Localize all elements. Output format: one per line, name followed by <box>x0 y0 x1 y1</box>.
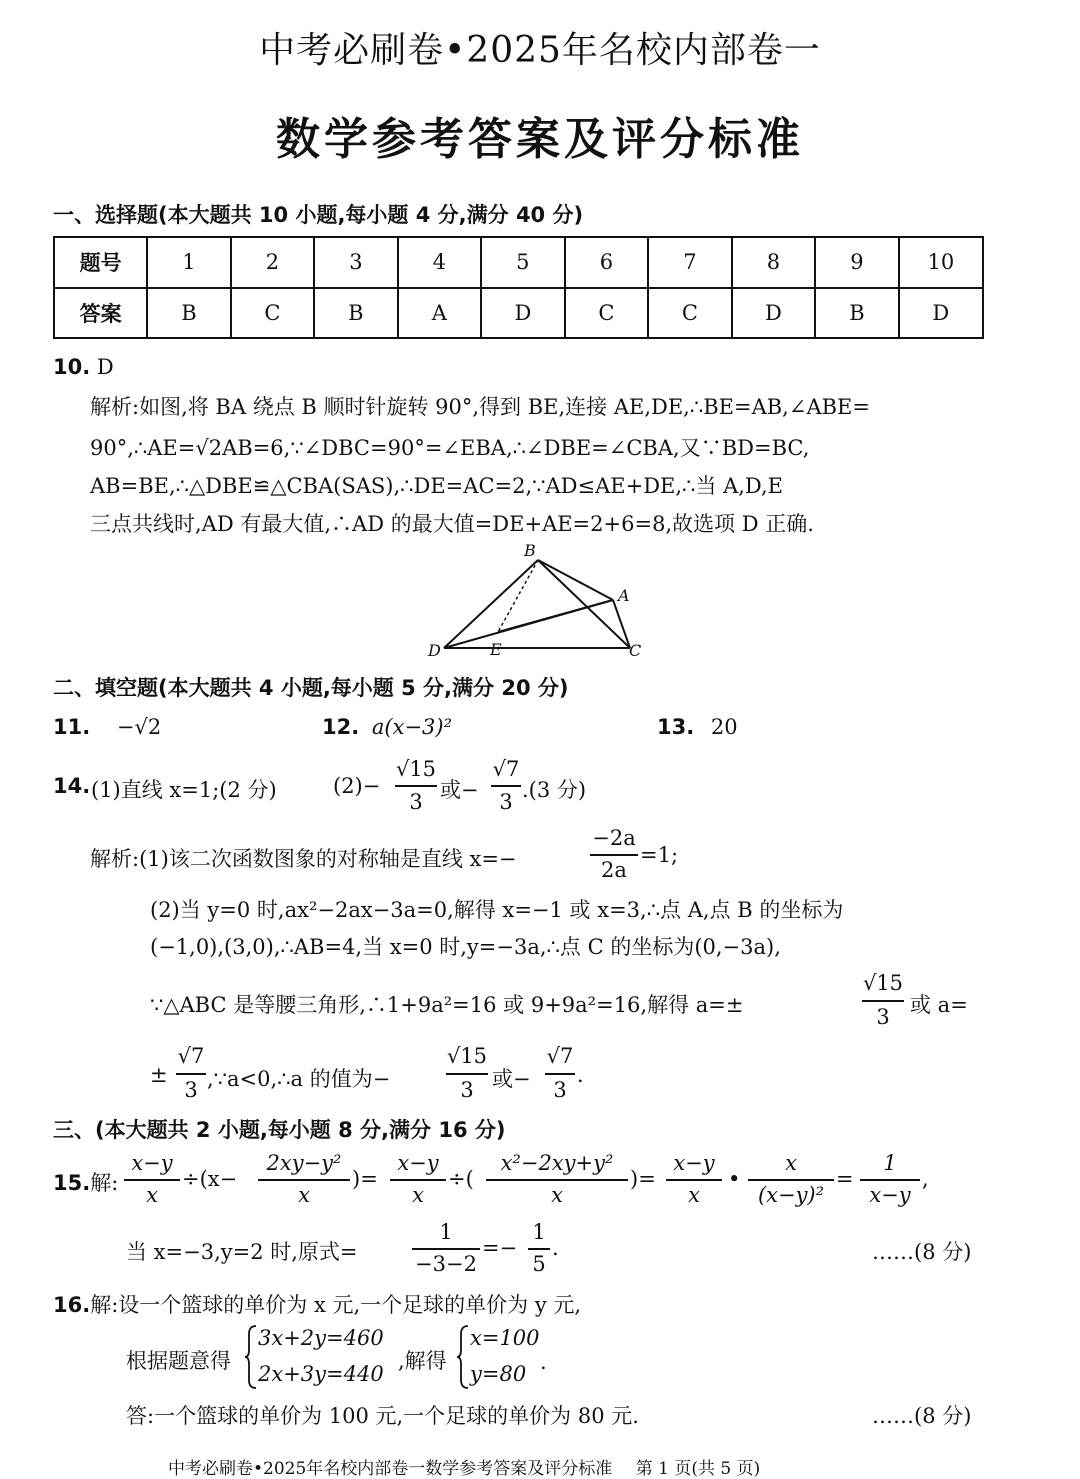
section2-heading: 二、填空题(本大题共 4 小题,每小题 5 分,满分 20 分) <box>53 676 569 700</box>
q16-sys2-b: y=80 <box>470 1362 527 1386</box>
q14-part2-suffix: .(3 分) <box>522 778 587 802</box>
q15-end1: , <box>922 1167 929 1191</box>
page-number: 第 1 页(共 5 页) <box>635 1459 761 1479</box>
table-cell: 7 <box>648 237 732 288</box>
q10-solution-line: 解析:如图,将 BA 绕点 B 顺时针旋转 90°,得到 BE,连接 AE,DE,∴BE=AB,∠ABE= <box>90 395 870 419</box>
footer-title: 中考必刷卷•2025年名校内部卷一数学参考答案及评分标准 <box>168 1459 613 1479</box>
q11 <box>53 715 161 739</box>
q16-line3: 答:一个篮球的单价为 100 元,一个足球的单价为 80 元. <box>126 1404 639 1428</box>
q16-line2-mid: ,解得 <box>398 1349 447 1373</box>
q11-answer: −√2 <box>116 715 162 739</box>
table-cell: 6 <box>565 237 649 288</box>
q15-div1: ÷(x− <box>182 1167 238 1191</box>
q14-frac2-den: 3 <box>499 790 513 814</box>
section3-heading: 三、(本大题共 2 小题,每小题 8 分,满分 16 分) <box>53 1118 506 1142</box>
q12 <box>322 715 452 739</box>
q14-frac2-num: √7 <box>492 757 520 781</box>
q15-score: ……(8 分) <box>872 1240 972 1264</box>
fraction-bar <box>860 1179 920 1181</box>
q15-eq3: = <box>836 1167 854 1191</box>
q14-l5-or: 或− <box>492 1067 531 1091</box>
q14-part2-mid: 或− <box>440 778 479 802</box>
label-a: A <box>618 586 630 605</box>
q15-f7-den: x−y <box>869 1183 911 1207</box>
fraction-bar <box>590 854 638 856</box>
q16-header <box>53 1289 581 1319</box>
q15-f1-num: x−y <box>131 1151 173 1175</box>
page-title: 数学参考答案及评分标准 <box>276 114 804 165</box>
table-cell: 3 <box>314 237 397 288</box>
q14-l5-f3-den: 3 <box>553 1078 567 1102</box>
label-d: D <box>428 641 441 660</box>
q14-l4-den: 3 <box>876 1005 890 1029</box>
q15-f8-num: 1 <box>439 1220 453 1244</box>
table-cell: 8 <box>732 237 816 288</box>
q16-sys1-a: 3x+2y=460 <box>258 1326 384 1350</box>
q15-f1-den: x <box>146 1183 158 1207</box>
table-cell: B <box>314 288 397 339</box>
table-cell: 4 <box>398 237 481 288</box>
q15-f5-num: x−y <box>673 1151 715 1175</box>
q13-answer: 20 <box>710 715 738 739</box>
q14-solution-line: (−1,0),(3,0),∴AB=4,当 x=0 时,y=−3a,∴点 C 的坐标为(0,−3a), <box>150 935 781 959</box>
table-cell: D <box>732 288 816 339</box>
section1-heading: 一、选择题(本大题共 10 小题,每小题 4 分,满分 40 分) <box>53 203 584 227</box>
q14-number <box>53 774 90 798</box>
fraction-bar <box>486 1179 628 1181</box>
fraction-bar <box>446 1073 488 1075</box>
fraction-bar <box>395 785 437 787</box>
fraction-bar <box>528 1248 550 1250</box>
q14-frac1-den: 3 <box>409 790 423 814</box>
q10-header <box>53 355 114 379</box>
q10-solution-line: AB=BE,∴△DBE≌△CBA(SAS),∴DE=AC=2,∵AD≤AE+DE,∴当 A,D,E <box>90 474 783 498</box>
q15-f9-den: 5 <box>532 1252 546 1276</box>
q15-eq1: )= <box>352 1167 378 1191</box>
table-cell: C <box>648 288 732 339</box>
q14-part1: (1)直线 x=1;(2 分) <box>91 778 277 802</box>
q13 <box>657 715 738 739</box>
q14-l4-num: √15 <box>862 971 904 995</box>
q15-jie: 解: <box>90 1171 119 1195</box>
table-cell: A <box>398 288 481 339</box>
q14-solution-line: (2)当 y=0 时,ax²−2ax−3a=0,解得 x=−1 或 x=3,∴点 A,点 B 的坐标为 <box>150 898 844 922</box>
q14-l5-pm: ± <box>150 1063 168 1087</box>
label-e: E <box>490 640 502 659</box>
table-cell: D <box>481 288 565 339</box>
q13-number: 13. <box>657 715 695 739</box>
q15-eq4: =− <box>482 1236 518 1260</box>
q16-score: ……(8 分) <box>872 1404 972 1428</box>
left-brace-icon <box>456 1324 470 1390</box>
table-header-answer: 答案 <box>54 288 147 339</box>
q16-line1: 解:设一个篮球的单价为 x 元,一个足球的单价为 y 元, <box>90 1293 582 1317</box>
q16-sys1-b: 2x+3y=440 <box>258 1362 384 1386</box>
q12-answer: a(x−3)² <box>371 715 453 739</box>
q14-sol-den: 2a <box>601 858 627 882</box>
fraction-bar <box>124 1179 180 1181</box>
left-brace-icon <box>244 1324 258 1390</box>
table-cell: 2 <box>231 237 315 288</box>
fraction-bar <box>176 1073 206 1075</box>
q15-eq2: )= <box>630 1167 656 1191</box>
table-cell: D <box>899 288 983 339</box>
q11-number: 11. <box>53 715 91 739</box>
q15-header <box>53 1167 118 1197</box>
table-cell: B <box>147 288 230 339</box>
answer-table <box>53 236 984 339</box>
q15-f6-den: (x−y)² <box>757 1183 825 1207</box>
table-cell: B <box>815 288 898 339</box>
segment-be-dashed <box>498 560 538 632</box>
table-row <box>54 288 983 339</box>
label-b: B <box>524 541 536 560</box>
q15-line2: 当 x=−3,y=2 时,原式= <box>126 1240 358 1264</box>
q14-solution-line4: ∵△ABC 是等腰三角形,∴1+9a²=16 或 9+9a²=16,解得 a=± <box>150 993 744 1017</box>
q14-solution-prefix: 解析:(1)该二次函数图象的对称轴是直线 x=− <box>90 847 517 871</box>
q14-l5-end: . <box>577 1063 584 1087</box>
q14-solution-suffix: =1; <box>640 843 679 867</box>
table-cell: 9 <box>815 237 898 288</box>
q16-line2-end: . <box>540 1350 547 1374</box>
q10-number: 10. <box>53 355 91 379</box>
q15-f6-num: x <box>785 1151 797 1175</box>
q14-l5-f1-num: √7 <box>177 1044 205 1068</box>
segment-bc <box>538 560 630 648</box>
q16-line2-prefix: 根据题意得 <box>126 1349 231 1373</box>
fraction-bar <box>491 785 521 787</box>
q14-l5-f3-num: √7 <box>546 1044 574 1068</box>
table-cell: 10 <box>899 237 983 288</box>
table-cell: C <box>565 288 649 339</box>
q15-f2-num: 2xy−y² <box>266 1151 342 1175</box>
q15-end2: . <box>552 1236 559 1260</box>
q12-number: 12. <box>322 715 360 739</box>
table-cell: C <box>231 288 315 339</box>
q14-solution-line4-suffix: 或 a= <box>910 993 968 1017</box>
q15-f3-num: x−y <box>397 1151 439 1175</box>
q14-number-text: 14. <box>53 774 91 798</box>
q15-number: 15. <box>53 1171 91 1195</box>
q14-l5-f2-den: 3 <box>460 1078 474 1102</box>
q15-f3-den: x <box>412 1183 424 1207</box>
q10-solution-line: 三点共线时,AD 有最大值,∴AD 的最大值=DE+AE=2+6=8,故选项 D 正确. <box>90 512 814 536</box>
q14-frac1-num: √15 <box>395 757 437 781</box>
series-title: 中考必刷卷•2025年名校内部卷一 <box>259 30 821 71</box>
q10-solution-line: 90°,∴AE=√2AB=6,∵∠DBC=90°=∠EBA,∴∠DBE=∠CBA,又∵BD=BC, <box>90 436 810 460</box>
q14-l5-f1-den: 3 <box>184 1078 198 1102</box>
q16-sys2-a: x=100 <box>470 1326 540 1350</box>
q10-answer: D <box>96 355 114 379</box>
footer <box>168 1454 760 1479</box>
fraction-bar <box>258 1179 350 1181</box>
q15-f4-den: x <box>551 1183 563 1207</box>
geometry-figure <box>420 538 650 663</box>
q14-l5-mid: ,∵a<0,∴a 的值为− <box>207 1067 391 1091</box>
table-cell: 5 <box>481 237 565 288</box>
table-cell: 1 <box>147 237 230 288</box>
segment-ba <box>538 560 613 600</box>
q15-f8-den: −3−2 <box>415 1252 477 1276</box>
q15-dot: • <box>728 1167 741 1191</box>
fraction-bar <box>545 1073 575 1075</box>
fraction-bar <box>390 1179 446 1181</box>
q15-f5-den: x <box>688 1183 700 1207</box>
q15-f4-num: x²−2xy+y² <box>500 1151 614 1175</box>
q15-f7-num: 1 <box>883 1151 897 1175</box>
q16-number: 16. <box>53 1293 91 1317</box>
q15-f9-num: 1 <box>532 1220 546 1244</box>
fraction-bar <box>748 1179 834 1181</box>
table-row <box>54 237 983 288</box>
table-header-question: 题号 <box>54 237 147 288</box>
q14-sol-num: −2a <box>592 826 636 850</box>
q14-l5-f2-num: √15 <box>446 1044 488 1068</box>
label-c: C <box>629 641 642 660</box>
fraction-bar <box>412 1248 480 1250</box>
fraction-bar <box>862 1000 904 1002</box>
q15-div2: ÷( <box>448 1167 474 1191</box>
q15-f2-den: x <box>298 1183 310 1207</box>
fraction-bar <box>666 1179 722 1181</box>
q14-part2-prefix: (2)− <box>333 774 381 798</box>
